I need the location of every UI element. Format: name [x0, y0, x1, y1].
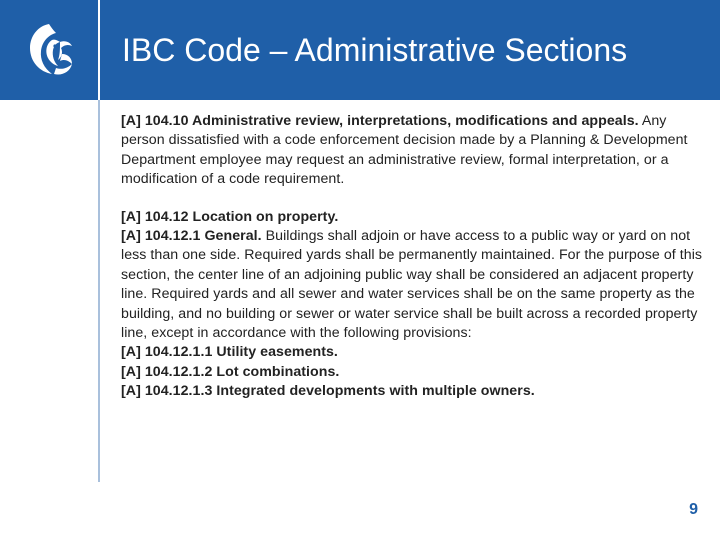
provision-104-12-1-1: [A] 104.12.1.1 Utility easements. — [121, 344, 338, 361]
text-104-12-1: Buildings shall adjoin or have access to a public way or yard on not less than one side. Required yards shall be permanently maintained. For the purpose of this section, the center line of an adjoining public way shall be considered an adjacent property line. Required yards and all sewer and water services shall be on the same property as the building, and no building or sewer or water service shall be built across a recorded property line, except in accordance with the following provisions: — [121, 228, 703, 342]
heading-104-12: [A] 104.12 Location on property. — [121, 208, 339, 225]
slide-title: IBC Code – Administrative Sections — [122, 32, 628, 68]
phoenix-logo-icon — [16, 18, 82, 82]
slide-content — [121, 112, 713, 402]
paragraph-104-10 — [121, 112, 713, 190]
page-number: 9 — [689, 501, 698, 518]
provision-104-12-1-3: [A] 104.12.1.3 Integrated developments with multiple owners. — [121, 383, 535, 400]
paragraph-104-12 — [121, 208, 713, 402]
heading-104-10: [A] 104.10 Administrative review, interpretations, modifications and appeals. — [121, 113, 639, 129]
provision-104-12-1-2: [A] 104.12.1.2 Lot combinations. — [121, 363, 340, 380]
header-divider — [98, 0, 100, 100]
text-104-10: Any person dissatisfied with a code enforcement decision made by a Planning & Development Department employee may request an administrative review, formal interpretation, or a modification of a code requirement. — [121, 113, 688, 188]
heading-104-12-1: [A] 104.12.1 General. — [121, 228, 262, 245]
